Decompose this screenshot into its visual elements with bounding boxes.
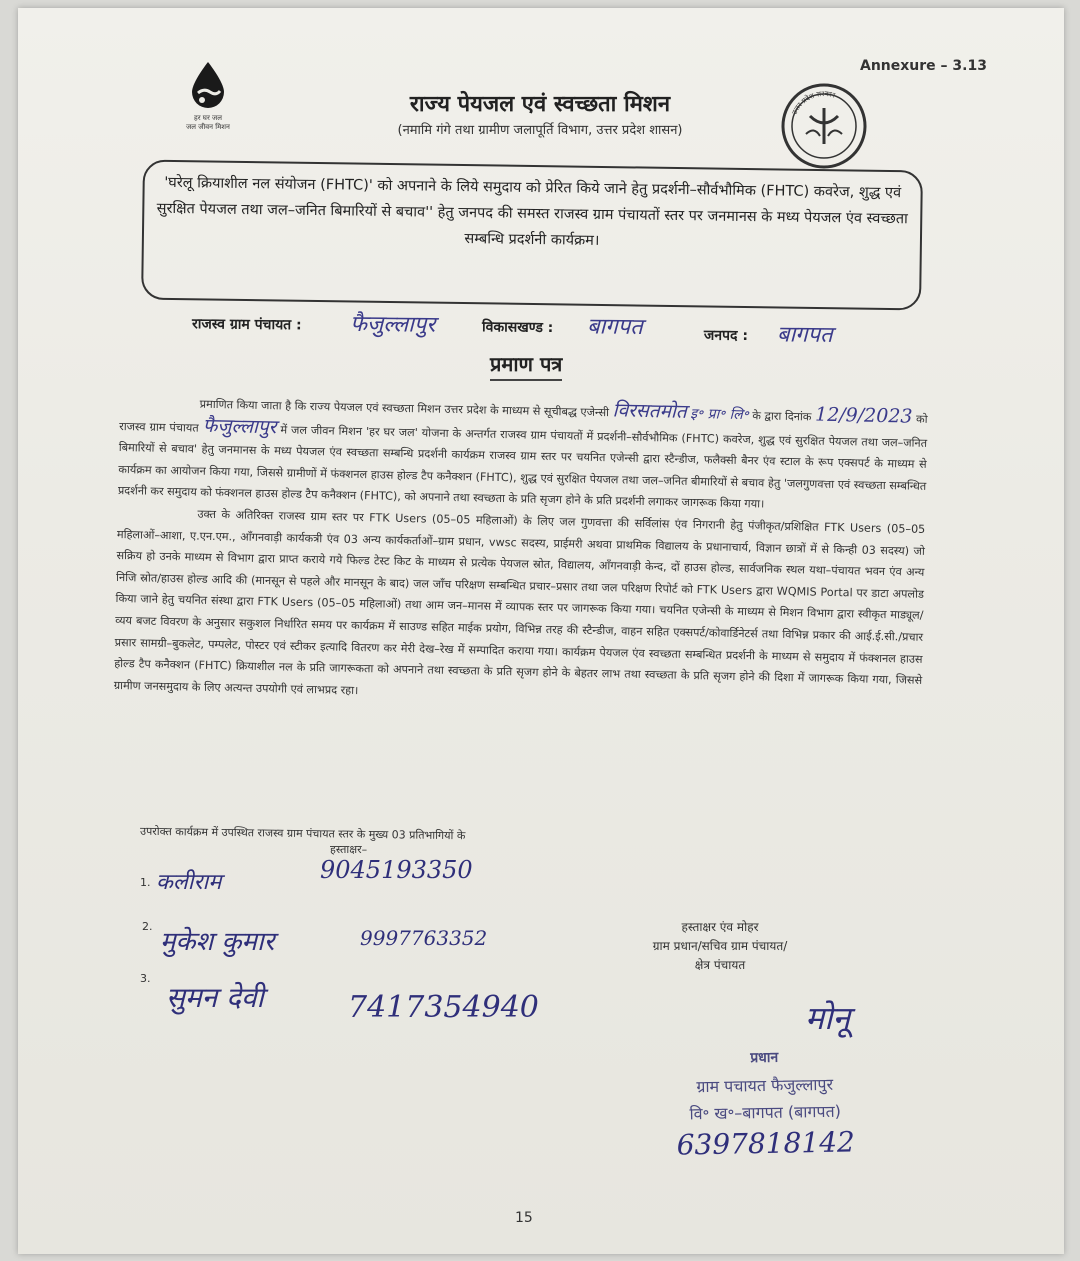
stamp-phone: 6397818142 <box>676 1125 856 1162</box>
program-description-box <box>141 160 923 311</box>
page-title: राज्य पेयजल एवं स्वच्छता मिशन <box>409 91 671 117</box>
participant-number: 2. <box>142 920 153 933</box>
participant-name: सुमन देवी <box>166 981 264 1014</box>
body-text-segment: के द्वारा दिनांक <box>752 409 812 424</box>
stamp-line: प्रधान <box>750 1049 779 1067</box>
pradhan-stamp <box>654 1043 876 1162</box>
body-text-segment: में जल जीवन मिशन 'हर घर जल' योजना के अन्तर्गत राजस्व ग्राम पंचायतों में प्रदर्शनी–सौर्वभौमिक (FHTC) कवरेज, शुद्ध एवं सुरक्षित पेयजल तथा जल–जनित बिमारियों से बचाव' हेतु जनमानस के मध्य पेयजल एंव स्वच्छता सम्बन्धि प्रदर्शनी कार्यक्रम राजस्व ग्राम स्तर पर चयनित एजेन्सी द्वारा स्टैन्डीज, फलैक्सी बैनर एंव स्टाल के रूप एक्सपर्ट के माध्यम से कार्यक्रम का आयोजन किया गया, जिससे ग्रामीणों में फंक्शनल हाउस होल्ड टैप कनैक्शन (FHTC), शुद्ध एवं सुरक्षित पेयजल तथा जल–जनित बीमारियों से बचाव हेतु 'जलगुणवत्ता एवं स्वच्छता सम्बन्धित प्रदर्शनी कर समुदाय को फंक्शनल हाउस होल्ड टैप कनैक्शन (FHTC), को अपनाने तथा स्वच्छता के प्रति सृजग होने के प्रति प्रदर्शनी लगाकर जागरूक किया गया। <box>117 422 928 511</box>
body-paragraph-1 <box>118 390 928 519</box>
page-number: 15 <box>515 1210 533 1226</box>
participants-note: उपरोक्त कार्यक्रम में उपस्थित राजस्व ग्राम पंचायत स्तर के मुख्य 03 प्रतिभागियों के <box>139 824 466 843</box>
district-label: जनपद : <box>703 327 749 345</box>
body-paragraph-2: उक्त के अतिरिक्त राजस्व ग्राम स्तर पर FTK Users (05–05 महिलाओं) के लिए जल गुणवत्ता की सर्विलांस एंव निगरानी हेतु पंजीकृत/प्रशिक्षित FTK Users (05–05 महिलाओं–आशा, ए.एन.एम., आँगनवाड़ी कार्यकत्री एंव 03 अन्य कार्यकर्ताओं–ग्राम प्रधान, vwsc सदस्य, प्राईमरी अथवा प्राथमिक विद्यालय के प्रधानाचार्य, विज्ञान छात्रों में से किन्ही 03 सदस्य) जो सक्रिय हो उनके माध्यम से विभाग द्वारा प्राप्त कराये गये फिल्ड टेस्ट किट के माध्यम से प्रत्येक पेयजल स्रोत, विद्यालय, आँगनवाड़ी केन्द, दों हाउस होल्ड, सार्वजनिक स्थल यथा–पंचायत भवन एंव अन्य निजि स्रोत/हाउस होल्ड आदि की (मानसून से पहले और मानसून के बाद) जल जाँच परिक्षण सम्बन्धित प्रचार–प्रसार तथा जल परिक्षण रिपोर्ट को FTK Users द्वारा WQMIS Portal पर डाटा अपलोड किया जाने हेतु चयनित संस्था द्वारा FTK Users (05–05 महिलाओं) तथा आम जन–मानस में व्यापक स्तर पर जागरूक किया गया। चयनित एजेन्सी के माध्यम से मिशन विभाग द्वारा स्वीकृत माड्यूल/व्यय बजट विवरण के अनुसार सकुशल निर्धारित समय पर कार्यक्रम में साउण्ड सहित माईक प्रयोग, विभिन्न तरह की स्टैन्डीज, वाहन सहित एक्सपर्ट/कोवार्डिनेटर्स तथा विभिन्न प्रकार की आई.ई.सी./प्रचार प्रसार सामग्री–बुकलेट, पम्पलेट, पोस्टर एवं स्टीकर इत्यादि वितरण कर मेरी देख–रेख में सम्पादित कराया गया। कार्यक्रम पेयजल एंव स्वच्छता सम्बन्धित प्रदर्शनी के माध्यम से समुदाय में फंक्शनल हाउस होल्ड टैप कनैक्शन (FHTC) क्रियाशील नल के प्रति जागरूकता को अपनाने तथा स्वच्छता के प्रति सृजग होने के बेहतर लाभ तथा स्वच्छता के प्रति सृजग होने की दिशा में जागरूक किया गया, जिससे ग्रामीण जनसमुदाय के लिए अत्यन्त उपयोगी एवं लाभप्रद रहा। <box>113 507 926 697</box>
participant-phone: 9997763352 <box>360 926 488 950</box>
participant-number: 3. <box>140 972 151 985</box>
block-label: विकासखण्ड : <box>481 319 554 337</box>
pradhan-signature: मोनू <box>805 999 851 1037</box>
signatory-line: हस्ताक्षर एंव मोहर <box>681 920 759 934</box>
participant-phone: 7417354940 <box>348 990 539 1025</box>
certificate-title: प्रमाण पत्र <box>490 350 562 381</box>
participant-phone: 9045193350 <box>320 856 473 884</box>
signatory-line: ग्राम प्रधान/सचिव ग्राम पंचायत/ <box>652 939 788 953</box>
agency-suffix-handwritten: इ॰ प्रा॰ लि॰ <box>690 405 749 424</box>
gram-panchayat-label: राजस्व ग्राम पंचायत : <box>191 316 302 334</box>
stamp-line: वि॰ ख॰–बागपत (बागपत) <box>689 1101 842 1124</box>
participants-note-signature: हस्ताक्षर– <box>330 843 368 856</box>
panchayat-handwritten: फैजुल्लापुर <box>202 414 277 438</box>
page-subtitle: (नमामि गंगे तथा ग्रामीण जलापूर्ति विभाग, उत्तर प्रदेश शासन) <box>397 123 683 138</box>
program-description: 'घरेलू क्रियाशील नल संयोजन (FHTC)' को अपनाने के लिये समुदाय को प्रेरित किये जाने हेतु प्रदर्शनी–सौर्वभौमिक (FHTC) कवरेज, शुद्ध एवं सुरक्षित पेयजल तथा जल–जनित बिमारियों से बचाव'' हेतु जनपद की समस्त राजस्व ग्राम पंचायतों स्तर पर जनमानस के मध्य पेयजल एंव स्वच्छता सम्बन्धि प्रदर्शनी कार्यक्रम। <box>156 174 908 249</box>
district-value: बागपत <box>776 322 833 348</box>
signatory-line: क्षेत्र पंचायत <box>694 958 746 972</box>
annexure-label: Annexure – 3.13 <box>860 58 987 74</box>
logo-tagline: हर घर जल जल जीवन मिशन <box>186 114 230 131</box>
body-text-segment: को राजस्व ग्राम पंचायत <box>119 412 928 435</box>
agency-name-handwritten: विरसतमोत <box>612 399 687 423</box>
participant-name: कलीराम <box>156 870 222 895</box>
participant-number: 1. <box>140 876 151 889</box>
gram-panchayat-value: फैजुल्लापुर <box>349 311 436 338</box>
stamp-line: ग्राम पचायत फैजुल्लापुर <box>696 1074 834 1097</box>
up-government-seal <box>780 82 868 170</box>
signatory-block <box>620 918 820 975</box>
seal-text: उत्तर प्रदेश सरकार <box>790 89 836 116</box>
date-handwritten: 12/9/2023 <box>814 403 913 428</box>
body-text-segment: प्रमाणित किया जाता है कि राज्य पेयजल एवं स्वच्छता मिशन उत्तर प्रदेश के माध्यम से सूचीबद्ध एजेन्सी <box>199 397 610 420</box>
block-value: बागपत <box>586 314 643 340</box>
certificate-body <box>114 390 928 713</box>
participant-name: मुकेश कुमार <box>160 927 275 957</box>
